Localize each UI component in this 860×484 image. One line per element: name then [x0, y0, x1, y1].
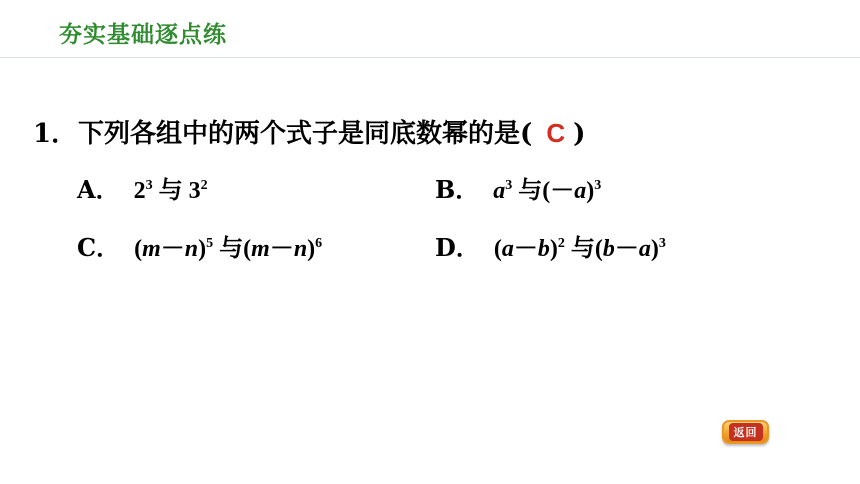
question — [33, 113, 585, 150]
option-b-letter: B． — [435, 175, 480, 204]
option-a — [77, 170, 208, 205]
header-bar — [0, 0, 860, 58]
question-close-paren: ) — [573, 119, 586, 149]
option-c — [77, 228, 322, 263]
question-number: 1． — [33, 119, 78, 149]
back-button-label: 返回 — [729, 423, 763, 441]
option-a-letter: A． — [77, 175, 120, 204]
option-c-letter: C． — [77, 233, 121, 262]
option-c-expression: $(m-n)^5$ 与$(m-n)^6$ — [134, 236, 323, 262]
question-text: 下列各组中的两个式子是同底数幂的是( — [78, 119, 533, 149]
option-b-expression: $a^3$ 与$(-a)^3$ — [493, 178, 602, 204]
option-d-expression: $(a-b)^2$ 与$(b-a)^3$ — [493, 236, 666, 262]
option-a-expression: $2^3$ 与 $3^2$ — [133, 178, 208, 204]
header-divider — [0, 57, 860, 58]
back-button[interactable] — [722, 420, 769, 444]
answer-letter: C — [546, 118, 566, 148]
page-title: 夯实基础逐点练 — [59, 22, 227, 48]
option-d-letter: D． — [435, 233, 480, 262]
option-b — [435, 170, 601, 205]
option-d — [435, 228, 666, 263]
